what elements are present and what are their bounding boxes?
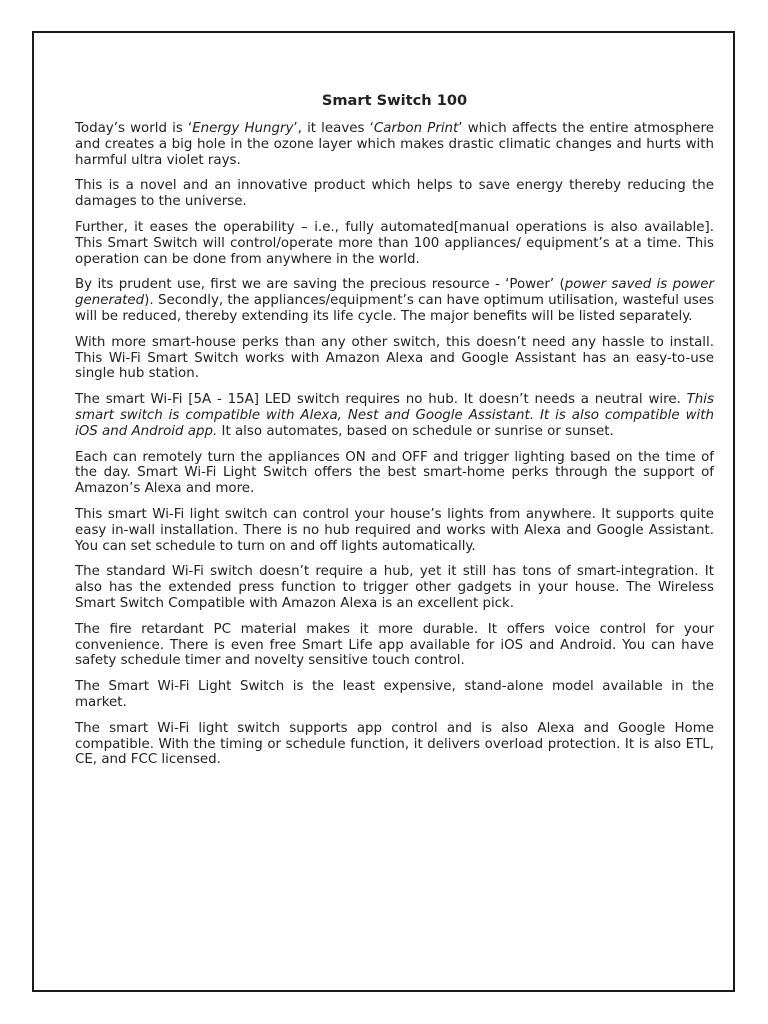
paragraph-11: The Smart Wi-Fi Light Switch is the least expensive, stand-alone model available in the market. [75,679,714,710]
paragraph-6-text-c: It also automates, based on schedule or sunrise or sunset. [217,423,614,439]
paragraph-9: The standard Wi-Fi switch doesn’t require a hub, yet it still has tons of smart-integration. It also has the extended press function to trigger other gadgets in your house. The Wireless Smart Switch Compatible with Amazon Alexa is an excellent pick. [75,564,714,611]
paragraph-6-text-a: The smart Wi-Fi [5A - 15A] LED switch requires no hub. It doesn’t needs a neutral wire. [75,392,687,408]
paragraph-6 [75,392,714,439]
paragraph-4-italic-power-saved: power saved is power generated [75,277,715,309]
document-title: Smart Switch 100 [321,92,468,109]
paragraph-1 [75,121,714,168]
paragraph-1-italic-carbon-print: Carbon Print [373,121,459,136]
paragraph-4 [75,277,714,324]
paragraph-12: The smart Wi-Fi light switch supports app control and is also Alexa and Google Home compatible. With the timing or schedule function, it delivers overload protection. It is also ETL, CE, and FCC licensed. [75,720,714,768]
paragraph-1-text-e: ’ which affects the entire atmosphere and creates a big hole in the ozone layer which makes drastic climatic changes and hurts with harmful ultra violet rays. [75,121,714,168]
paragraph-2: This is a novel and an innovative product which helps to save energy thereby reducing the damages to the universe. [75,178,714,210]
paragraph-7: Each can remotely turn the appliances ON and OFF and trigger lighting based on the time of the day. Smart Wi-Fi Light Switch offers the best smart-home perks through the support of Amazon’s Alexa and more. [75,449,714,497]
paragraph-1-italic-energy-hungry: Energy Hungry [192,121,294,136]
paragraph-1-text-a: Today’s world is ‘ [75,121,193,136]
paragraph-3: Further, it eases the operability – i.e., fully automated[manual operations is also available]. This Smart Switch will control/operate more than 100 appliances/ equipment’s at a time. This operation can be done from anywhere in the world. [75,219,714,267]
paragraph-1-text-c: ’, it leaves ‘ [293,121,374,136]
paragraph-10: The fire retardant PC material makes it more durable. It offers voice control for your convenience. There is even free Smart Life app available for iOS and Android. You can have safety schedule timer and novelty sensitive touch control. [75,621,714,669]
document-body [75,92,714,778]
paragraph-6-italic-compatibility: This smart switch is compatible with Alexa, Nest and Google Assistant. It is also compatible with iOS and Android app. [75,392,714,439]
paragraph-4-text-a: By its prudent use, first we are saving the precious resource - ‘Power’ ( [75,277,565,293]
paragraph-4-text-c: ). Secondly, the appliances/equipment’s can have optimum utilisation, wasteful uses will be reduced, thereby extending its life cycle. The major benefits will be listed separately. [75,293,714,324]
paragraph-8: This smart Wi-Fi light switch can control your house’s lights from anywhere. It supports quite easy in-wall installation. There is no hub required and works with Alexa and Google Assistant. You can set schedule to turn on and off lights automatically. [75,506,714,554]
paragraph-5: With more smart-house perks than any other switch, this doesn’t need any hassle to install. This Wi-Fi Smart Switch works with Amazon Alexa and Google Assistant has an easy-to-use single hub station. [75,334,714,382]
